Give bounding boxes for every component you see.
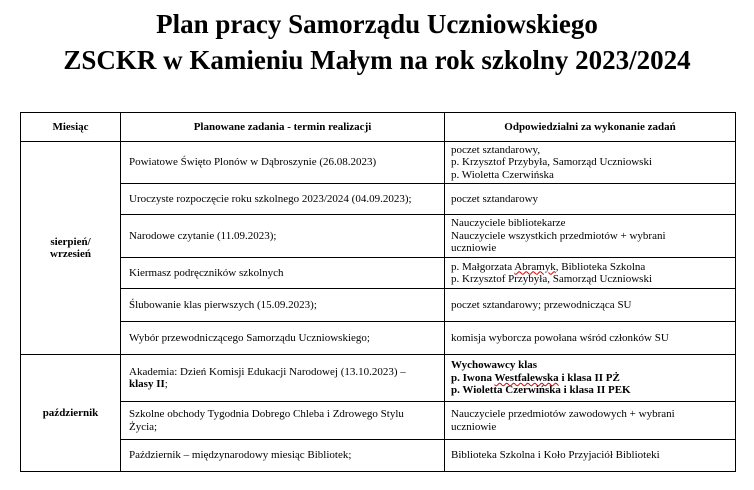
- task-cell: Wybór przewodniczącego Samorządu Uczniowskiego;: [121, 322, 445, 355]
- responsible-cell: komisja wyborcza powołana wśród członków SU: [445, 322, 736, 355]
- resp-text: i klasa II PŻ: [558, 371, 620, 384]
- responsible-cell: Biblioteka Szkolna i Koło Przyjaciół Biblioteki: [445, 440, 736, 472]
- table-row: [21, 402, 736, 440]
- resp-line: [451, 372, 730, 385]
- plan-table: [20, 112, 736, 472]
- resp-text: p. Iwona: [451, 371, 495, 384]
- responsible-cell: [445, 402, 736, 440]
- resp-line: uczniowie: [451, 242, 497, 255]
- task-cell: Ślubowanie klas pierwszych (15.09.2023);: [121, 289, 445, 322]
- resp-line: p. Wioletta Czerwińska: [451, 168, 554, 181]
- responsible-cell: [445, 355, 736, 402]
- task-cell: Powiatowe Święto Plonów w Dąbroszynie (26.08.2023): [121, 142, 445, 184]
- resp-line: Wychowawcy klas: [451, 359, 538, 372]
- table-row: [21, 258, 736, 289]
- task-text: ;: [164, 378, 168, 390]
- resp-text-spellcheck: Westfalewska: [494, 371, 559, 384]
- task-line: Życia;: [129, 420, 158, 433]
- page-title-line-1: Plan pracy Samorządu Uczniowskiego: [156, 9, 598, 39]
- page-title-line-2: ZSCKR w Kamieniu Małym na rok szkolny 2023/2024: [63, 45, 691, 75]
- table-row: [21, 289, 736, 322]
- month-label: wrzesień: [50, 248, 91, 260]
- month-cell-oct: październik: [21, 355, 121, 472]
- resp-line: Nauczyciele wszystkich przedmiotów + wybrani: [451, 229, 666, 242]
- table-row: [21, 440, 736, 472]
- responsible-cell: [445, 142, 736, 184]
- task-cell: Uroczyste rozpoczęcie roku szkolnego 2023/2024 (04.09.2023);: [121, 184, 445, 215]
- header-tasks: Planowane zadania - termin realizacji: [121, 113, 445, 142]
- responsible-cell: poczet sztandarowy: [445, 184, 736, 215]
- header-month: Miesiąc: [21, 113, 121, 142]
- month-cell-sep: [21, 142, 121, 355]
- task-cell: [121, 355, 445, 402]
- task-line: Szkolne obchody Tygodnia Dobrego Chleba i Zdrowego Stylu: [129, 408, 404, 420]
- task-cell: [121, 402, 445, 440]
- resp-line: [451, 261, 730, 274]
- table-row: [21, 142, 736, 184]
- resp-line: poczet sztandarowy,: [451, 143, 541, 156]
- task-cell: Październik – międzynarodowy miesiąc Bibliotek;: [121, 440, 445, 472]
- task-text-bold: klasy II: [129, 378, 165, 390]
- resp-line: Nauczyciele bibliotekarze: [451, 217, 566, 230]
- table-row: [21, 184, 736, 215]
- table-header-row: [21, 113, 736, 142]
- task-cell: Kiermasz podręczników szkolnych: [121, 258, 445, 289]
- month-label: sierpień/: [50, 235, 91, 248]
- table-row: [21, 215, 736, 258]
- task-line: [129, 378, 439, 391]
- resp-line: uczniowie: [451, 420, 497, 433]
- task-line: Akademia: Dzień Komisji Edukacji Narodowej (13.10.2023) –: [129, 365, 406, 378]
- resp-line: Nauczyciele przedmiotów zawodowych + wybrani: [451, 408, 675, 420]
- responsible-cell: [445, 258, 736, 289]
- header-responsible: Odpowiedzialni za wykonanie zadań: [445, 113, 736, 142]
- resp-line: p. Krzysztof Przybyła, Samorząd Uczniowski: [451, 273, 653, 285]
- responsible-cell: [445, 215, 736, 258]
- responsible-cell: poczet sztandarowy; przewodnicząca SU: [445, 289, 736, 322]
- resp-text-spellcheck: Abramyk: [514, 260, 556, 273]
- resp-text: p. Małgorzata: [451, 260, 515, 273]
- resp-line: p. Krzysztof Przybyła, Samorząd Uczniowski: [451, 156, 653, 169]
- resp-line: p. Wioletta Czerwińska i klasa II PEK: [451, 384, 631, 397]
- table-row: [21, 322, 736, 355]
- resp-text: , Biblioteka Szkolna: [555, 260, 646, 273]
- task-cell: Narodowe czytanie (11.09.2023);: [121, 215, 445, 258]
- table-row: [21, 355, 736, 402]
